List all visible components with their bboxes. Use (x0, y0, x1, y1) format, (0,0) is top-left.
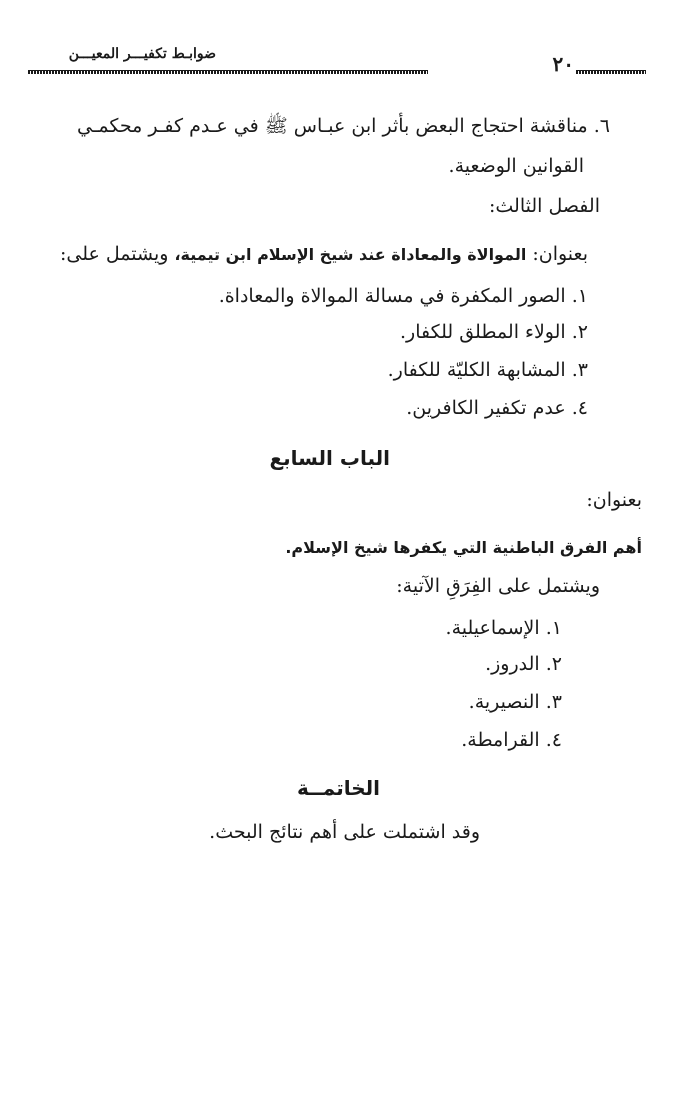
running-title: ضوابـط تكفيـــر المعيـــن (68, 46, 216, 62)
section6-line1 (77, 112, 610, 140)
page-header (28, 44, 646, 80)
part7-title-label: بعنوان: (586, 489, 642, 511)
page-number: ٢٠ (552, 52, 574, 76)
chapter3-item-4-number: ٤. (571, 397, 588, 419)
chapter3-item-1 (219, 282, 588, 310)
section6-text-line1: مناقشة احتجاج البعض بأثر ابن عبـاس ﷺ في عـدم كفـر محكمـي (77, 115, 588, 137)
chapter3-item-4-text: عدم تكفير الكافرين. (406, 397, 566, 419)
chapter3-item-2 (400, 318, 588, 346)
chapter3-item-4 (406, 394, 588, 422)
part7-item-3-number: ٣. (545, 691, 562, 713)
section6-line2: القوانين الوضعية. (448, 155, 584, 177)
header-rule-right (576, 70, 646, 74)
part7-contains: ويشتمل على الفِرَقِ الآتية: (396, 575, 600, 597)
chapter3-item-2-number: ٢. (571, 321, 588, 343)
conclusion-heading: الخاتمــة (296, 776, 380, 800)
chapter3-intro-prefix: بعنوان: (532, 243, 588, 265)
chapter3-heading: الفصل الثالث: (488, 195, 600, 217)
chapter3-item-3 (388, 356, 588, 384)
part7-title: أهم الفرق الباطنية التي يكفرها شيخ الإسلام. (285, 538, 642, 557)
part7-item-1-number: ١. (545, 617, 562, 639)
part7-heading: الباب السابع (269, 446, 390, 470)
chapter3-intro-suffix: ويشتمل على: (59, 243, 169, 265)
chapter3-intro-title: الموالاة والمعاداة عند شيخ الإسلام ابن تيمية، (174, 245, 527, 264)
chapter3-item-3-number: ٣. (571, 359, 588, 381)
chapter3-item-1-number: ١. (571, 285, 588, 307)
part7-item-3-text: النصيرية. (468, 691, 540, 713)
part7-item-2-text: الدروز. (485, 653, 540, 675)
part7-item-4-text: القرامطة. (461, 729, 540, 751)
part7-item-4 (461, 726, 562, 754)
part7-item-2-number: ٢. (545, 653, 562, 675)
part7-item-4-number: ٤. (545, 729, 562, 751)
chapter3-item-1-text: الصور المكفرة في مسالة الموالاة والمعاداة. (218, 285, 566, 307)
part7-item-2 (485, 650, 562, 678)
section6-number: ٦. (593, 115, 610, 137)
part7-item-3 (469, 688, 562, 716)
chapter3-item-2-text: الولاء المطلق للكفار. (399, 321, 566, 343)
conclusion-text: وقد اشتملت على أهم نتائج البحث. (209, 821, 480, 843)
chapter3-intro (60, 240, 588, 269)
part7-item-1 (446, 614, 562, 642)
part7-item-1-text: الإسماعيلية. (445, 617, 540, 639)
header-rule-left (28, 70, 428, 74)
chapter3-item-3-text: المشابهة الكليّة للكفار. (387, 359, 566, 381)
